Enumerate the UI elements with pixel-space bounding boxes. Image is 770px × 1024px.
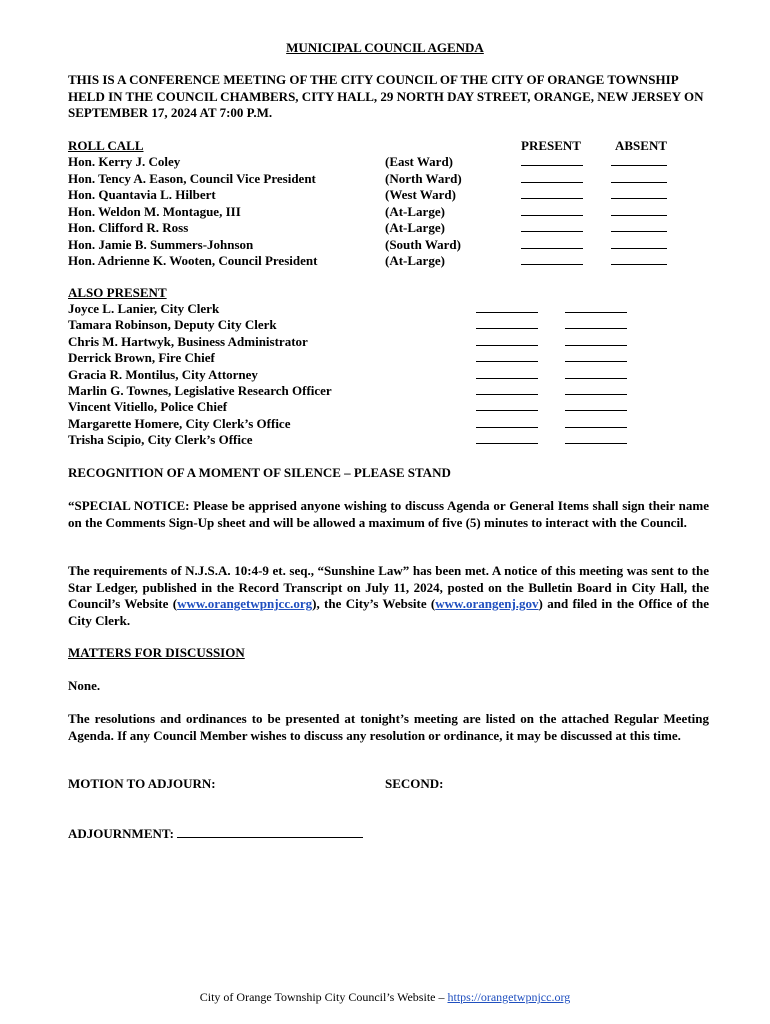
staff-name: Marlin G. Townes, Legislative Research Officer	[68, 383, 332, 398]
absent-blank	[611, 171, 667, 188]
absent-blank	[611, 187, 667, 204]
sunshine-text-2: ), the City’s Website (	[312, 596, 436, 611]
present-blank	[521, 187, 583, 204]
absent-blank	[565, 367, 627, 384]
present-blank	[476, 399, 538, 416]
present-blank	[521, 171, 583, 188]
absent-blank	[611, 220, 667, 237]
absent-blank	[611, 204, 667, 221]
member-name: Hon. Jamie B. Summers-Johnson	[68, 236, 254, 252]
absent-column-label: ABSENT	[615, 138, 668, 153]
member-ward: (East Ward)	[385, 154, 454, 169]
meeting-intro: THIS IS A CONFERENCE MEETING OF THE CITY COUNCIL OF THE CITY OF ORANGE TOWNSHIP HELD IN THE COUNCIL CHAMBERS, CITY HALL, 29 NORTH DAY STREET, ORANGE, NEW JERSEY ON SEPTEMBER 17, 2024 AT 7:00 P.M.	[68, 72, 704, 120]
present-blank	[521, 253, 583, 270]
staff-name: Margarette Homere, City Clerk’s Office	[68, 415, 291, 431]
present-blank	[476, 383, 538, 400]
absent-blank	[565, 317, 627, 334]
present-blank	[521, 220, 583, 237]
absent-blank	[565, 383, 627, 400]
staff-name: Gracia R. Montilus, City Attorney	[68, 366, 258, 382]
member-name: Hon. Clifford R. Ross	[68, 220, 189, 235]
member-name: Hon. Weldon M. Montague, III	[68, 203, 241, 219]
present-blank	[521, 204, 583, 221]
sunshine-law-notice	[68, 563, 709, 629]
sunshine-text-3: ) and filed in the Office of the City Clerk.	[68, 596, 709, 628]
absent-blank	[565, 432, 627, 449]
footer	[0, 990, 770, 1005]
member-name: Hon. Quantavia L. Hilbert	[68, 187, 216, 202]
member-ward: (At-Large)	[385, 220, 445, 235]
staff-name: Chris M. Hartwyk, Business Administrator	[68, 333, 308, 349]
staff-name: Trisha Scipio, City Clerk’s Office	[68, 432, 253, 448]
absent-blank	[565, 416, 627, 433]
present-blank	[476, 334, 538, 351]
absent-blank	[565, 350, 627, 367]
staff-name: Tamara Robinson, Deputy City Clerk	[68, 317, 277, 333]
present-blank	[476, 301, 538, 318]
staff-name: Vincent Vitiello, Police Chief	[68, 399, 228, 415]
member-name: Hon. Kerry J. Coley	[68, 154, 181, 169]
recognition-line: RECOGNITION OF A MOMENT OF SILENCE – PLEASE STAND	[68, 465, 451, 480]
absent-blank	[611, 237, 667, 254]
member-ward: (At-Large)	[385, 253, 445, 268]
resolutions-paragraph: The resolutions and ordinances to be presented at tonight’s meeting are listed on the attached Regular Meeting Agenda. If any Council Member wishes to discuss any resolution or ordinance, it may be discussed at this time.	[68, 711, 709, 743]
present-blank	[476, 432, 538, 449]
absent-blank	[611, 154, 667, 171]
roll-call-heading: ROLL CALL	[68, 138, 144, 153]
member-ward: (South Ward)	[385, 236, 461, 252]
present-blank	[476, 350, 538, 367]
council-website-link[interactable]: www.orangetwpnjcc.org	[177, 596, 313, 611]
motion-to-adjourn-label: MOTION TO ADJOURN:	[68, 776, 216, 791]
member-name: Hon. Tency A. Eason, Council Vice President	[68, 170, 316, 186]
absent-blank	[565, 301, 627, 318]
adjournment-label: ADJOURNMENT:	[68, 826, 174, 841]
absent-blank	[565, 399, 627, 416]
staff-name: Derrick Brown, Fire Chief	[68, 350, 215, 366]
city-website-link[interactable]: www.orangenj.gov	[435, 596, 539, 611]
member-name: Hon. Adrienne K. Wooten, Council President	[68, 253, 318, 268]
sunshine-text-1: The requirements of N.J.S.A. 10:4-9 et. seq., “Sunshine Law” has been met. A notice of this meeting was sent to the Star Ledger, published in the Record Transcript on July 11, 2024, posted on the Bulletin Board in City Hall, the Council’s Website (	[68, 563, 709, 611]
absent-blank	[565, 334, 627, 351]
member-ward: (West Ward)	[385, 187, 456, 202]
staff-name: Joyce L. Lanier, City Clerk	[68, 301, 220, 316]
present-blank	[521, 237, 583, 254]
present-blank	[476, 317, 538, 334]
matters-for-discussion-heading: MATTERS FOR DISCUSSION	[68, 645, 245, 660]
adjournment-signature-line	[177, 825, 363, 838]
member-ward: (At-Large)	[385, 203, 445, 219]
present-blank	[476, 367, 538, 384]
document-title: MUNICIPAL COUNCIL AGENDA	[286, 40, 484, 55]
special-notice: “SPECIAL NOTICE: Please be apprised anyone wishing to discuss Agenda or General Items shall sign their name on the Comments Sign-Up sheet and will be allowed a maximum of five (5) minutes to interact with the Council.	[68, 498, 709, 530]
absent-blank	[611, 253, 667, 270]
present-column-label: PRESENT	[521, 138, 581, 153]
also-present-heading: ALSO PRESENT	[68, 285, 167, 300]
member-ward: (North Ward)	[385, 170, 462, 186]
footer-text: City of Orange Township City Council’s Website –	[199, 990, 448, 1004]
second-label: SECOND:	[385, 776, 444, 791]
present-blank	[476, 416, 538, 433]
present-blank	[521, 154, 583, 171]
footer-website-link[interactable]: https://orangetwpnjcc.org	[447, 990, 571, 1004]
adjournment-row	[68, 825, 363, 843]
none-text: None.	[68, 678, 101, 693]
